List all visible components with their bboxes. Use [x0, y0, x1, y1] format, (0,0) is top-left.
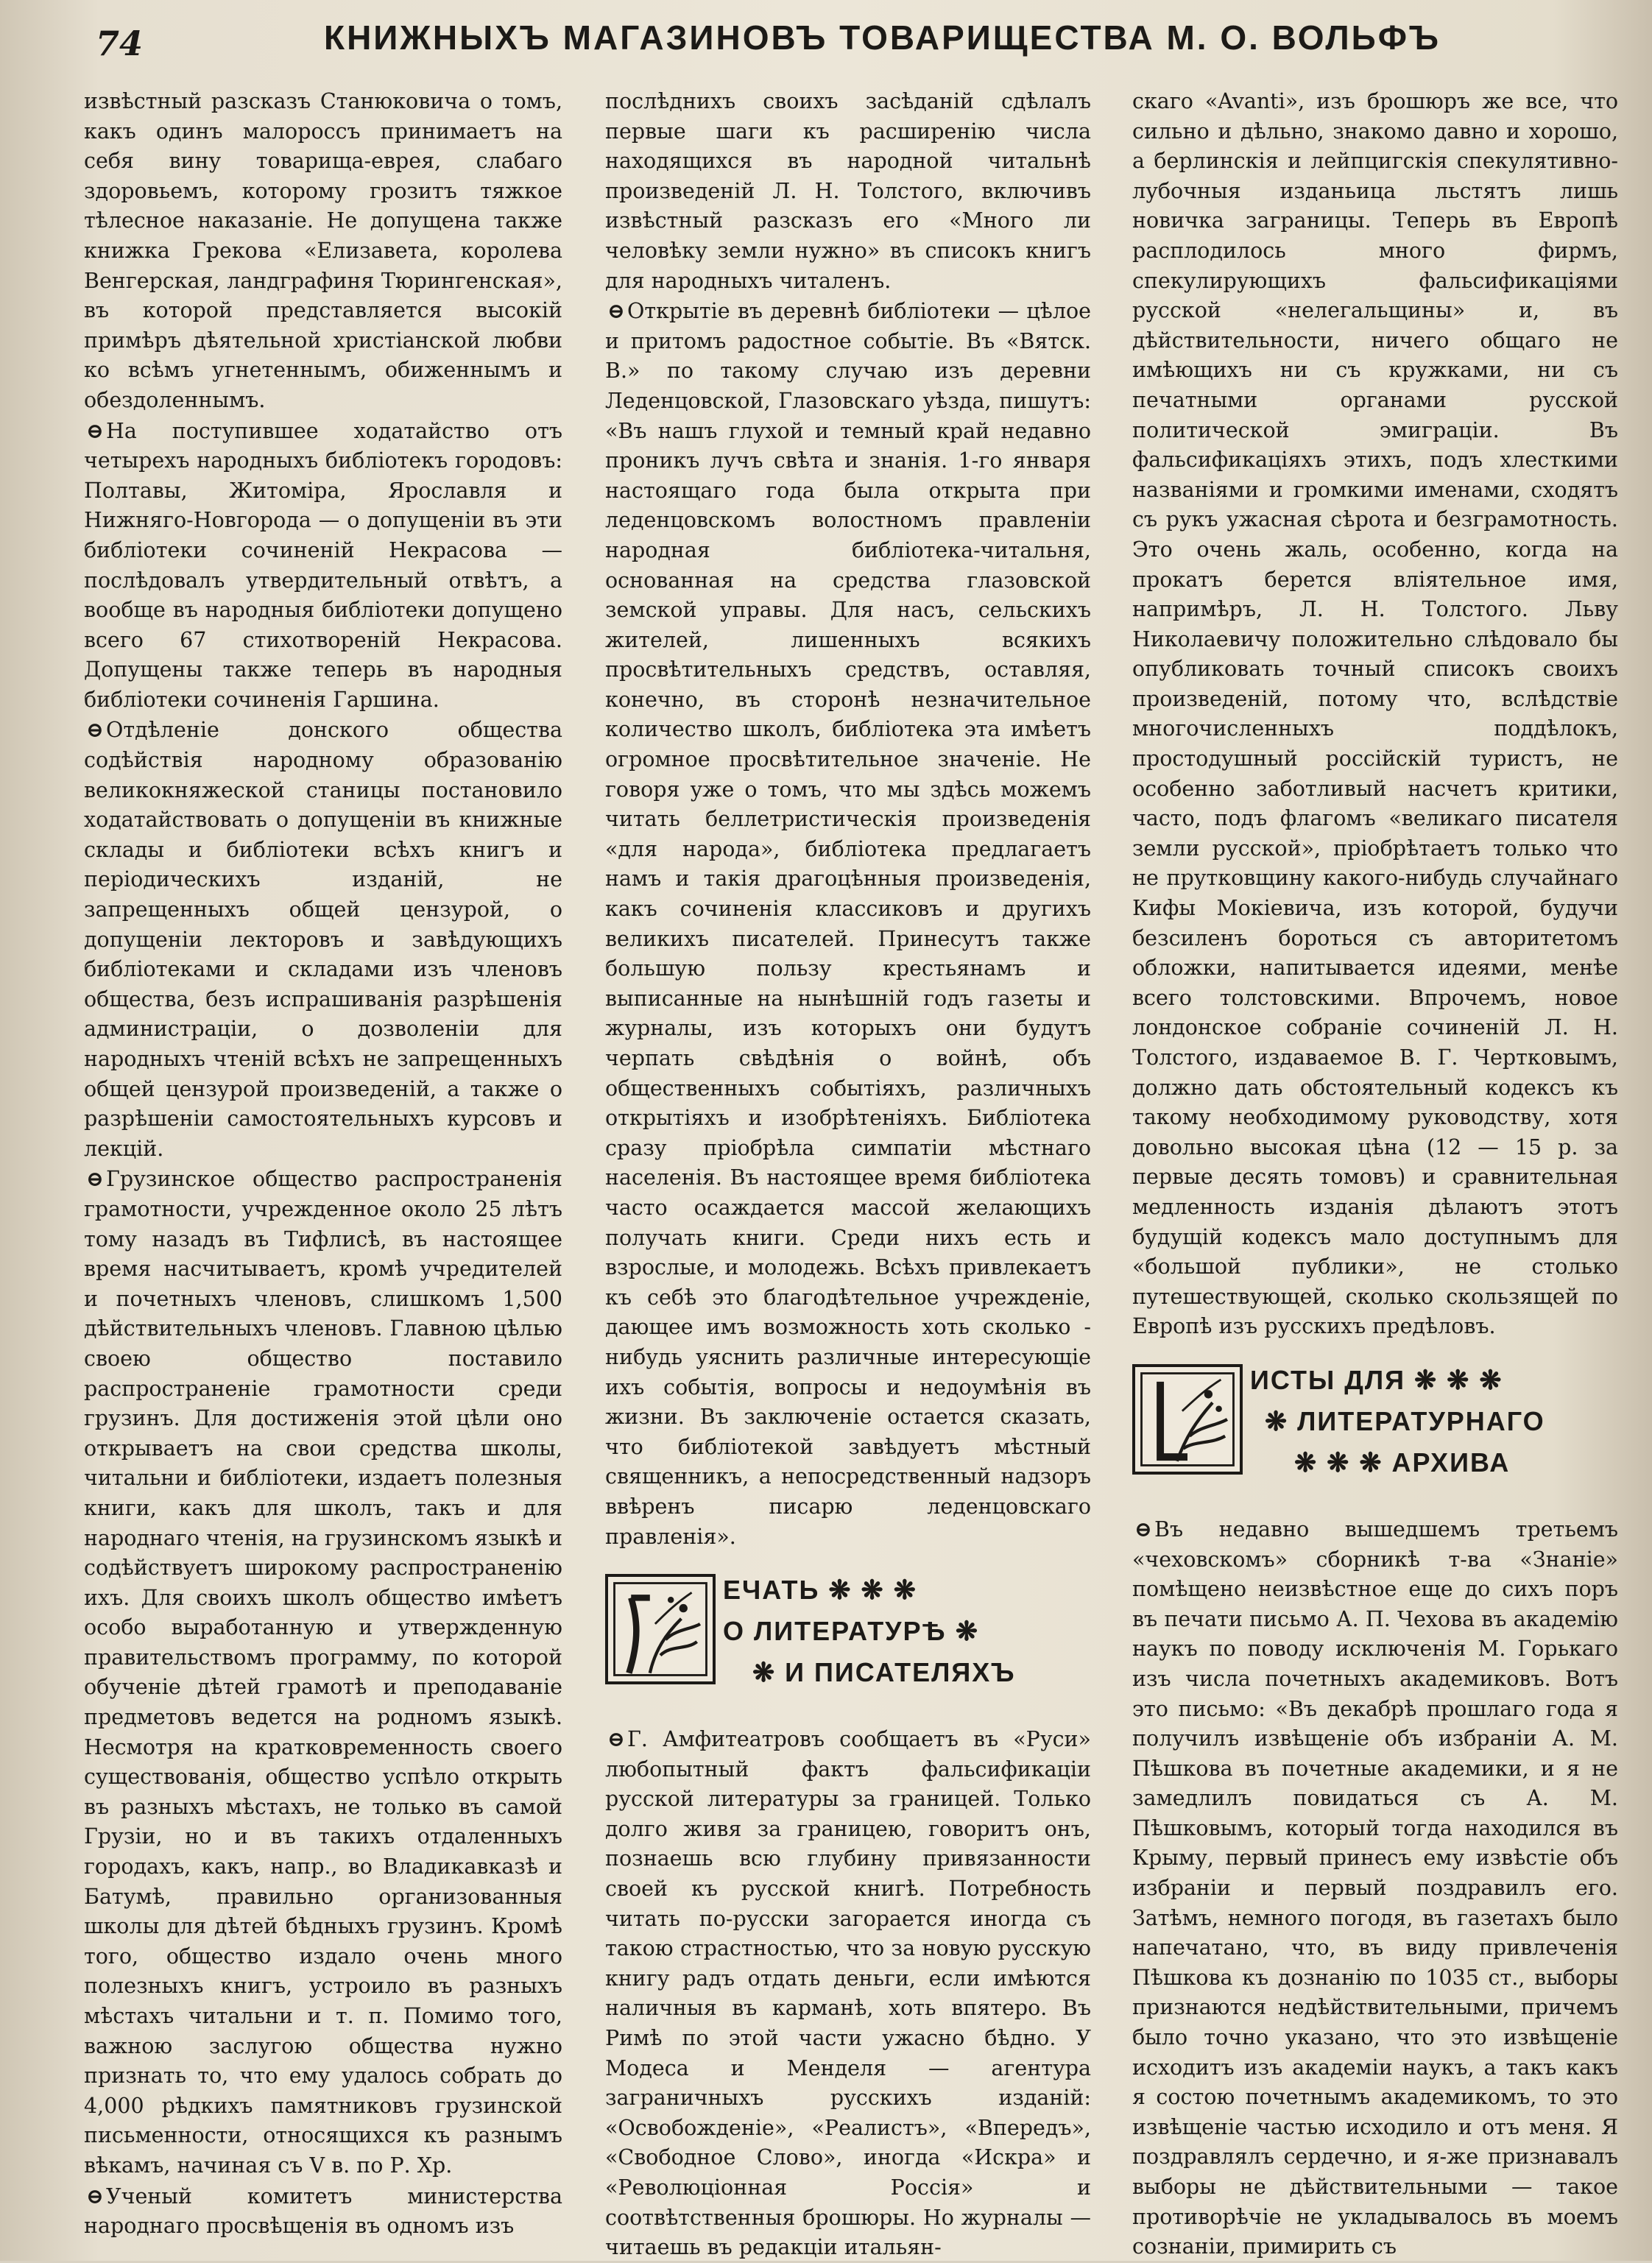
bullet-icon: ⊖: [86, 417, 104, 443]
section-heading-archive: [1132, 1364, 1618, 1504]
heading-line: ❋ И ПИСАТЕЛЯХЪ: [752, 1657, 1016, 1688]
column-right: [1132, 87, 1618, 2259]
news-item-text: Въ недавно вышедшемъ третьемъ «чеховскомъ» сборникѣ т-ва «Знаніе» помѣщено неизвѣстное еще до сихъ поръ въ печати письмо А. П. Чехова въ академію наукъ по поводу исключенія М. Горькаго изъ числа почетныхъ академиковъ. Вотъ это письмо: «Въ декабрѣ прошлаго года я получилъ извѣщеніе объ избраніи А. М. Пѣшкова въ почетные академики, и я не замедлилъ повидаться съ А. М. Пѣшковымъ, который тогда находился въ Крыму, первый принесъ ему извѣстіе объ избраніи и первый поздравилъ его. Затѣмъ, немного погодя, въ газетахъ было напечатано, что, въ виду привлеченія Пѣшкова къ дознанію по 1035 ст., выборы признаются недѣйствительными, причемъ было точно указано, что это извѣщеніе исходитъ изъ академіи наукъ, а такъ какъ я состою почетнымъ академикомъ, то это извѣщеніе частью исходило и отъ меня. Я поздравлялъ сердечно, и я-же признавалъ выборы не дѣйствительными — такое противорѣчіе не укладывалось въ моемъ сознаніи, примирить съ: [1132, 1517, 1618, 2259]
heading-line: ❋ ❋ ❋ АРХИВА: [1294, 1447, 1511, 1478]
news-item-text: Открытіе въ деревнѣ библіотеки — цѣлое и притомъ радостное событіе. Въ «Вятск. В.» по такому случаю изъ деревни Леденцовской, Глазовскаго уѣзда, пишутъ: «Въ нашъ глухой и темный край недавно проникъ лучъ свѣта и знанія. 1-го января настоящаго года была открыта при леденцовскомъ волостномъ правленіи народная библіотека-читальня, основанная на средства глазовской земской управы. Для насъ, сельскихъ жителей, лишенныхъ всякихъ просвѣтительныхъ средствъ, оставляя, конечно, въ сторонѣ незначительное количество школъ, библіотека эта имѣетъ огромное просвѣтительное значеніе. Не говоря уже о томъ, что мы здѣсь можемъ читать беллетристическія произведенія «для народа», библіотека предлагаетъ намъ и такія драгоцѣнныя произведенія, какъ сочиненія классиковъ и другихъ великихъ писателей. Принесутъ также большую пользу крестьянамъ и выписанные на нынѣшній годъ газеты и журналы, изъ которыхъ они будутъ черпать свѣдѣнія о войнѣ, объ общественныхъ событіяхъ, различныхъ открытіяхъ и изобрѣтеніяхъ. Библіотека сразу пріобрѣла симпатіи мѣстнаго населенія. Въ настоящее время библіотека часто осаждается массой желающихъ получать книги. Среди нихъ есть и взрослые, и молодежь. Всѣхъ привлекаетъ къ себѣ это благодѣтельное учрежденіе, дающее имъ возможность хоть сколько - нибудь уяснить различные интересующіе ихъ событія, вопросы и недоумѣнія въ жизни. Въ заключеніе остается сказать, что библіотекой завѣдуетъ мѣстный священникъ, а непосредственный надзоръ ввѣренъ писарю леденцовскаго правленія».: [605, 299, 1091, 1549]
ornamental-initial-icon: [605, 1574, 716, 1684]
bullet-icon: ⊖: [86, 2183, 104, 2209]
bullet-icon: ⊖: [607, 298, 625, 324]
news-item: [84, 416, 562, 716]
column-left: [84, 87, 562, 2246]
paragraph: скаго «Avanti», изъ брошюръ же все, что сильно и дѣльно, знакомо давно и хорошо, а берлинскія и лейпцигскія спекулятивно-лубочныя изданьица льстятъ лишь новичка заграницы. Теперь въ Европѣ расплодилось много фирмъ, спекулирующихъ фальсификаціями русской «нелегальщины» и, въ дѣйствительности, ничего общаго не имѣющихъ ни съ кружками, ни съ печатными органами русской политической эмиграціи. Въ фальсификаціяхъ этихъ, подъ хлесткими названіями и громкими именами, сходятъ съ рукъ ужасная сѣрота и безграмотность. Это очень жаль, особенно, когда на прокатъ берется вліятельное имя, напримѣръ, Л. Н. Толстого. Льву Николаевичу положительно слѣдовало бы опубликовать точный списокъ своихъ произведеній, потому что, вслѣдствіе многочисленныхъ поддѣлокъ, простодушный россійскій туристъ, не особенно заботливый насчетъ критики, часто, подъ флагомъ «великаго писателя земли русской», пріобрѣтаетъ только что не прутковщину какого-нибудь случайнаго Кифы Мокіевича, изъ которой, будучи безсиленъ бороться съ авторитетомъ обложки, напитывается идеями, менѣе всего толстовскими. Впрочемъ, новое лондонское собраніе сочиненій Л. Н. Толстого, издаваемое В. Г. Чертковымъ, должно дать обстоятельный кодексъ къ такому необходимому руководству, хотя довольно высокая цѣна (12 — 15 р. за первые десять томовъ) и сравнительная медленность изданія дѣлаютъ этотъ будущій кодексъ мало доступнымъ для «большой публики», не столько путешествующей, сколько скользящей по Европѣ изъ русскихъ предѣловъ.: [1132, 89, 1618, 1339]
heading-line: ЕЧАТЬ ❋ ❋ ❋: [723, 1575, 917, 1606]
news-item: [84, 1164, 562, 2181]
heading-line: О ЛИТЕРАТУРѢ ❋: [723, 1616, 980, 1647]
bullet-icon: ⊖: [86, 1166, 104, 1192]
news-item: [605, 296, 1091, 1552]
bullet-icon: ⊖: [1134, 1516, 1152, 1542]
news-item-text: Ученый комитетъ министерства народнаго просвѣщенія въ одномъ изъ: [84, 2183, 562, 2239]
page-number: 74: [96, 24, 144, 63]
bullet-icon: ⊖: [607, 1726, 625, 1752]
news-item: [84, 2181, 562, 2242]
section-heading-press: [605, 1574, 1091, 1714]
news-item: [605, 1724, 1091, 2263]
news-item-text: Отдѣленіе донского общества содѣйствія народному образованію великокняжеской станицы постановило ходатайствовать о допущеніи въ книжные склады и библіотеки всѣхъ книгъ и періодическихъ изданій, не запрещенныхъ общей цензурой, о допущеніи лекторовъ и завѣдующихъ библіотеками и складами изъ членовъ общества, безъ испрашиванія разрѣшенія администраціи, о дозволеніи для народныхъ чтеній всѣхъ не запрещенныхъ общей цензурой произведеній, а также о разрѣшеніи самостоятельныхъ курсовъ и лекцій.: [84, 718, 562, 1161]
news-item: [1132, 1514, 1618, 2262]
news-item-text: Г. Амфитеатровъ сообщаетъ въ «Руси» любопытный фактъ фальсификаціи русской литературы за границей. Только долго живя за границею, говоритъ онъ, познаешь всю глубину привязанности своей къ русской книгѣ. Потребность читать по-русски загорается иногда съ такою страстностью, что за новую русскую книгу радъ отдать деньги, если имѣются наличныя въ карманѣ, хоть впятеро. Въ Римѣ по этой части ужасно бѣдно. У Модеса и Менделя — агентура заграничныхъ русскихъ изданій: «Освобожденіе», «Реалистъ», «Впередъ», «Свободное Слово», иногда «Искра» и «Революціонная Россія» и соотвѣтственныя брошюры. Но журналы — читаешь въ редакціи итальян-: [605, 1727, 1091, 2260]
news-item-text: Грузинское общество распространенія грамотности, учрежденное около 25 лѣтъ тому назадъ въ Тифлисѣ, въ настоящее время насчитываетъ, кромѣ учредителей и почетныхъ членовъ, слишкомъ 1,500 дѣйствительныхъ членовъ. Главною цѣлью своею общество поставило распространеніе грамотности среди грузинъ. Для достиженія этой цѣли оно открываетъ на свои средства школы, читальни и библіотеки, издаетъ полезныя книги, какъ для школъ, такъ и для народнаго чтенія, на грузинскомъ языкѣ и содѣйствуетъ широкому распространенію ихъ. Для своихъ школъ общество имѣетъ особо выработанную и утвержденную правительствомъ программу, по которой обученіе дѣтей грамотѣ и преподаваніе предметовъ ведется на родномъ языкѣ. Несмотря на кратковременность своего существованія, общество успѣло открыть въ разныхъ мѣстахъ, не только въ самой Грузіи, но и въ такихъ отдаленныхъ городахъ, какъ, напр., во Владикавказѣ и Батумѣ, правильно организованныя школы для дѣтей бѣдныхъ грузинъ. Кромѣ того, общество издало очень много полезныхъ книгъ, устроило въ разныхъ мѣстахъ читальни и т. п. Помимо того, важною заслугою общества нужно признать то, что ему удалось собрать до 4,000 рѣдкихъ памятниковъ грузинской письменности, относящихся къ разнымъ вѣкамъ, начиная съ V в. по Р. Хр.: [84, 1167, 562, 2178]
heading-line: ИСТЫ ДЛЯ ❋ ❋ ❋: [1250, 1364, 1503, 1395]
bullet-icon: ⊖: [86, 717, 104, 743]
running-title: КНИЖНЫХЪ МАГАЗИНОВЪ ТОВАРИЩЕСТВА М. О. ВОЛЬФЪ: [324, 18, 1441, 57]
page-header: [96, 10, 1598, 75]
paragraph: послѣднихъ своихъ засѣданій сдѣлалъ первые шаги къ расширенію числа находящихся въ народной читальнѣ произведеній Л. Н. Толстого, включивъ извѣстный разсказъ его «Много ли человѣку земли нужно» въ списокъ книгъ для народныхъ читаленъ.: [605, 89, 1091, 293]
news-item: [84, 715, 562, 1164]
heading-line: ❋ ЛИТЕРАТУРНАГО: [1265, 1405, 1545, 1436]
column-middle: [605, 87, 1091, 2260]
paragraph: извѣстный разсказъ Станюковича о томъ, какъ одинъ малороссъ принимаетъ на себя вину товарища-еврея, слабаго здоровьемъ, которому грозитъ тяжкое тѣлесное наказаніе. Не допущена также книжка Грекова «Елизавета, королева Венгерская, ландграфиня Тюрингенская», въ которой представляется высокій примѣръ дѣятельной христіанской любви ко всѣмъ угнетеннымъ, обиженнымъ и обездоленнымъ.: [84, 89, 562, 412]
ornamental-initial-icon: [1132, 1364, 1243, 1475]
news-item-text: На поступившее ходатайство отъ четырехъ народныхъ библіотекъ городовъ: Полтавы, Житоміра, Ярославля и Нижняго-Новгорода — о допущеніи въ эти библіотеки сочиненій Некрасова — послѣдовалъ утвердительный отвѣтъ, а вообще въ народныя библіотеки допущено всего 67 стихотвореній Некрасова. Допущены также теперь въ народныя библіотеки сочиненія Гаршина.: [84, 418, 562, 712]
